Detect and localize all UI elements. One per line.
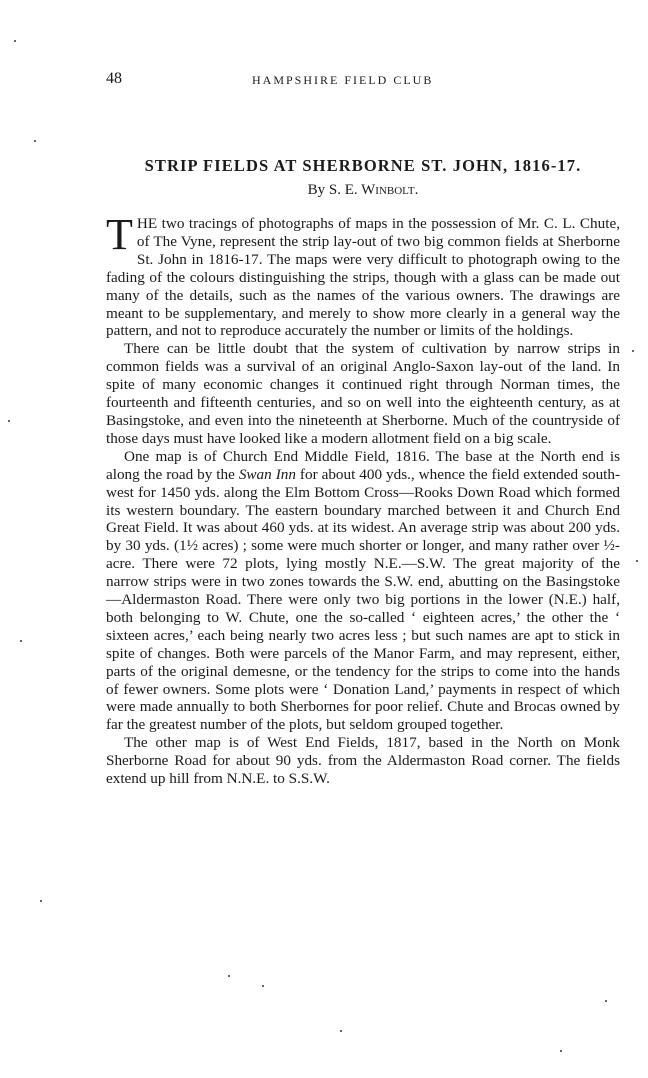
- article-title: STRIP FIELDS AT SHERBORNE ST. JOHN, 1816-17.: [144, 156, 582, 175]
- byline: [106, 182, 620, 199]
- scan-speck: [20, 640, 22, 642]
- paragraph-1: [106, 210, 620, 340]
- running-head: [106, 70, 620, 92]
- scan-speck: [340, 1030, 342, 1032]
- paragraph-4: The other map is of West End Fields, 1817, based in the North on Monk Sherborne Road for about 90 yds. from the Aldermaston Road corner. The fields extend up hill from N.N.E. to S.S.W.: [106, 734, 620, 788]
- scan-speck: [228, 975, 230, 977]
- paragraph-1-text: HE two tracings of photographs of maps in the possession of Mr. C. L. Chute, of The Vyne, represent the strip lay-out of two big common fields at Sherborne St. John in 1816-17. The maps were very difficult to photograph owing to the fading of the colours distinguishing the strips, though with a glass can be made out many of the details, such as the names of the various owners. The drawings are meant to be supplementary, and merely to show more clearly in a general way the pattern, and not to reproduce accurately the number or limits of the holdings.: [106, 215, 620, 340]
- scan-speck: [34, 140, 36, 142]
- article-body: [106, 210, 621, 788]
- scan-speck: [40, 900, 42, 902]
- paragraph-3: [106, 448, 620, 735]
- journal-title: HAMPSHIRE FIELD CLUB: [252, 73, 434, 87]
- scan-speck: [14, 40, 16, 42]
- page-number: 48: [106, 70, 122, 87]
- scan-speck: [560, 1050, 562, 1052]
- scan-speck: [8, 420, 10, 422]
- scan-speck: [636, 560, 638, 562]
- scan-speck: [632, 350, 634, 352]
- swan-inn-name: Swan Inn: [238, 465, 296, 483]
- paragraph-2: There can be little doubt that the system of cultivation by narrow strips in common fields was a survival of an original Anglo-Saxon lay-out of the land. In spite of many economic changes it continued right through Norman times, the fourteenth and fifteenth centuries, and so on well into the eighteenth century, as at Basingstoke, and even into the nineteenth at Sherborne. Much of the countryside of those days must have looked like a modern allotment field on a big scale.: [106, 340, 620, 447]
- scan-speck: [262, 985, 264, 987]
- author-name: S. E. Winbolt.: [328, 182, 419, 198]
- paragraph-3-text-a: One map is of Church End Middle Field, 1816. The base at the North end is along the road by the: [106, 447, 620, 483]
- scan-speck: [605, 1000, 607, 1002]
- paragraph-3-text-b: for about 400 yds., whence the field extended south-west for 1450 yds. along the Elm Bottom Cross—Rooks Down Road which formed its western boundary. The eastern boundary marched between it and Church End Great Field. It was about 460 yds. at its widest. An average strip was about 200 yds. by 30 yds. (1½ acres) ; some were much shorter or longer, and many rather over ½-acre. There were 72 plots, lying mostly N.E.—S.W. The great majority of the narrow strips were in two zones towards the S.W. end, abutting on the Basingstoke—Aldermaston Road. There were only two big portions in the lower (N.E.) half, both belonging to W. Chute, one the so-called ‘ eighteen acres,’ the other the ‘ sixteen acres,’ each being nearly two acres less ; but such names are apt to stick in spite of changes. Both were parcels of the Manor Farm, and may represent, either, parts of the original demesne, or the tendency for the strips to come into the hands of fewer owners. Some plots were ‘ Donation Land,’ payments in respect of which were made annually to both Sherbornes for poor relief. Chute and Brocas owned by far the greatest number of the plots, but seldom grouped together.: [106, 465, 621, 734]
- drop-cap: T: [106, 210, 133, 259]
- byline-prefix: By: [307, 182, 326, 198]
